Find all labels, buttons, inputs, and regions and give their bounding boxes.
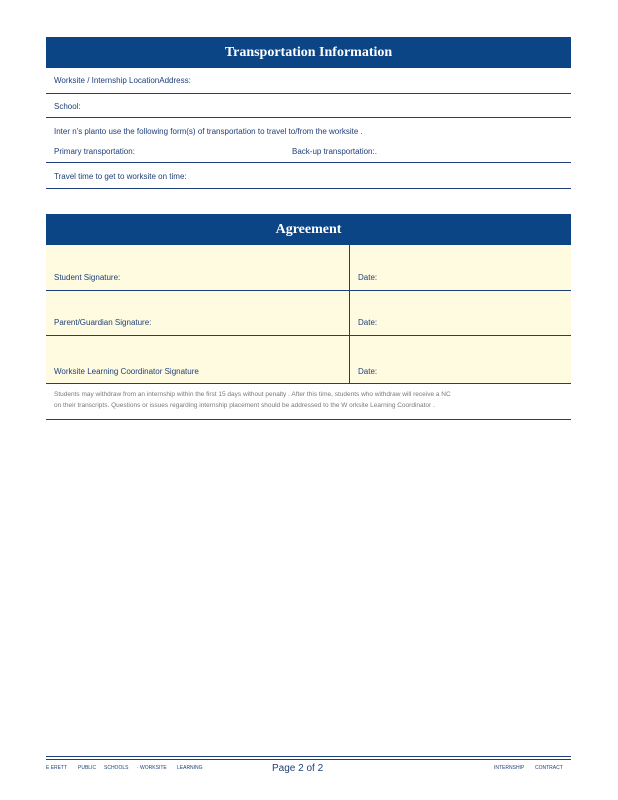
coordinator-signature-label: Worksite Learning Coordinator Signature: [54, 367, 199, 376]
footer-doc-item: INTERNSHIP: [494, 765, 525, 771]
agreement-column-divider: [349, 245, 350, 384]
student-date-label: Date:: [358, 273, 378, 282]
footer-org-item: LEARNING: [177, 765, 203, 771]
withdrawal-note-line1: Students may withdraw from an internship within the first 15 days without penalty . After this time, students who withdraw will receive a NC: [54, 391, 451, 398]
school-label: School:: [54, 102, 81, 111]
coordinator-signature-row[interactable]: [46, 336, 571, 384]
agreement-header: Agreement: [46, 214, 571, 245]
worksite-location-label: Worksite / Internship LocationAddress:: [54, 76, 191, 85]
transportation-plan-label: Inter n's planto use the following form(s) of transportation to travel to/from the worksite .: [54, 127, 363, 136]
travel-time-row[interactable]: [46, 163, 571, 189]
footer-doc-item: CONTRACT: [535, 765, 563, 771]
backup-transportation-label: Back-up transportation:.: [292, 147, 377, 156]
student-signature-label: Student Signature:: [54, 273, 121, 282]
worksite-location-row[interactable]: [46, 68, 571, 94]
footer-org-item: SCHOOLS: [104, 765, 129, 771]
page-number: Page 2 of 2: [272, 763, 324, 774]
footer-org-item: PUBLIC: [78, 765, 97, 771]
transportation-plan-row[interactable]: [46, 118, 571, 163]
footer-rule-bottom: [46, 759, 571, 760]
student-signature-row[interactable]: [46, 245, 571, 291]
parent-signature-row[interactable]: [46, 291, 571, 336]
primary-transportation-label: Primary transportation:: [54, 147, 135, 156]
footer-rule-top: [46, 756, 571, 757]
parent-signature-label: Parent/Guardian Signature:: [54, 318, 152, 327]
parent-date-label: Date:: [358, 318, 378, 327]
withdrawal-note-line2: on their transcripts. Questions or issues regarding internship placement should be addressed to the W orksite Learning Coordinator .: [54, 402, 435, 409]
school-row[interactable]: [46, 94, 571, 118]
transportation-header: Transportation Information: [46, 37, 571, 68]
coordinator-date-label: Date:: [358, 367, 378, 376]
footer-org-item: E ERETT: [46, 765, 68, 771]
travel-time-label: Travel time to get to worksite on time:: [54, 172, 187, 181]
footer-org-item: · WORKSITE: [137, 765, 167, 771]
